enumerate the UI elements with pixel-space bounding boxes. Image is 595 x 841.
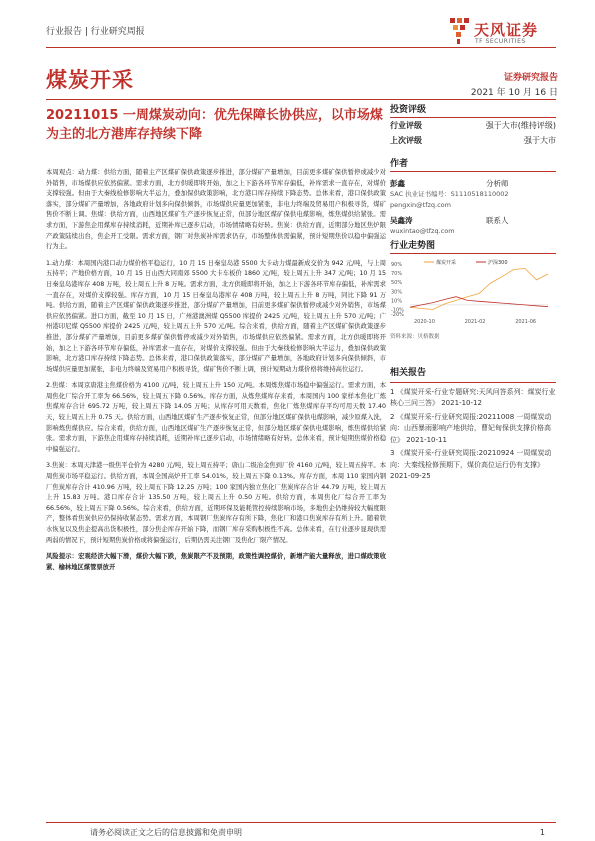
report-title: 20211015 一周煤炭动向：优先保障长协供应，以市场煤为主的北方港库存持续下降 [46,108,383,142]
author-heading: 作者 [390,156,556,172]
report-type: 证券研究报告 [503,73,558,83]
y-tick-label: 10% [391,298,403,305]
author-cert: SAC 执业证书编号：S1110518110002 [390,190,509,198]
legend-label: 煤炭开采 [436,260,457,266]
author-entry [390,215,556,237]
risk-warning: 风险提示：宏观经济大幅下滑，煤价大幅下跌，焦炭限产不及预期，政策性调控煤价，新增产能大量释放，进口煤政策收紧、榆林地区煤管票放开 [46,553,386,571]
report-body [46,168,386,579]
author-name: 彭鑫 [390,179,405,188]
rating-value: 强于大市 [524,136,556,145]
related-report-item[interactable]: 1 《煤炭开采-行业专题研究:天风问答系列：煤炭行业核心三问三答》 2021-10-12 [390,387,556,407]
chart-source: 资料来源：贝格数据 [390,334,440,340]
title-divider [46,99,556,100]
company-logo [448,16,558,50]
y-tick-label: 90% [391,262,403,268]
author-email[interactable]: wuxintao@tfzq.com [390,227,455,235]
y-tick-label: 50% [391,280,403,287]
rating-row [390,118,556,133]
related-report-item[interactable]: 2 《煤炭开采-行业研究周报:20211008 一周煤炭动向：山西暴雨影响产地供给，曹妃甸保供支撑价格高位》 2021-10-11 [390,412,552,444]
author-role: 联系人 [486,216,509,225]
logo-text-cn: 天风证券 [474,21,539,39]
author-role: 分析师 [486,179,509,188]
related-heading: 相关报告 [390,368,556,383]
rating-key: 行业评级 [390,121,422,130]
industry-trend-chart [390,258,556,324]
logo-text-en: TF SECURITIES [475,38,526,45]
footer-divider [46,822,556,823]
y-tick-label: 30% [391,289,403,296]
author-entry [390,178,556,211]
author-name: 吴鑫涛 [390,216,413,225]
series-line [410,297,548,308]
industry-title: 煤炭开采 [46,68,134,92]
y-tick-label: 70% [391,271,403,278]
trend-heading-wrap [390,238,556,254]
page-number: 1 [539,828,545,837]
author-section [390,156,556,237]
related-report-item[interactable]: 3 《煤炭开采-行业研究周报:20210924 一周煤炭动向：大秦线检修预期下，煤价高位运行仍有支撑》 2021-09-25 [390,449,552,480]
legend-label: 沪深300 [488,260,508,266]
y-tick-label: -10% [391,307,404,314]
rating-value: 强于大市(维持评级) [485,121,556,130]
related-reports [390,368,556,485]
footer-disclaimer: 请务必阅读正文之后的信息披露和免责申明 [90,828,242,837]
trend-heading: 行业走势图 [390,238,556,254]
summary-paragraph: 本周观点：动力煤：供给方面，随着主产区煤矿保供政策逐步推进，部分煤矿产量增加，目前更多煤矿保供暂停或减少对外销售，市场煤供应依然偏紧。需求方面，北方供暖即将开始，加之上下游各环节库存偏低，补库需求一直存在，对煤价支撑较强。但由于大秦线检修影响大半运力，叠加保供政策影响，北方港口库存持续下降态势。总体来看，港口保供政策落实，部分煤矿产量增加，各地政府计划多向保供倾斜，市场煤供应量更加紧张，非电力终端及贸易用户积极寻货，煤矿售价不断上调。焦煤：供给方面，山西地区煤矿生产逐步恢复正常，但部分地区煤矿保供电煤影响，炼焦煤供给紧张。需求方面，下游焦企用煤库存持续消耗，近期补库已逐步启动，市场情绪略有好转。焦炭：供给方面，近期部分地区焦炉限产政策陆续出台，焦企开工受限。需求方面，钢厂对焦炭补库需求仍存，市场整体供需偏紧，预计短期焦价以稳中偏强运行为主。 [46,169,386,251]
tf-logo-icon [448,16,472,46]
rating-heading: 投资评级 [390,102,556,118]
x-tick-label: 2021-02 [464,319,486,324]
y-tick-label: -20% [391,312,404,318]
author-email[interactable]: pengxin@tfzq.com [390,201,451,209]
x-tick-label: 2021-06 [515,319,537,324]
rating-row [390,133,556,148]
rating-key: 上次评级 [390,136,422,145]
thermal-coal-paragraph: 1.动力煤：本周国内港口动力煤价格平稳运行，10 月 15 日秦皇岛港 5500 大卡动力煤最新成交价为 942 元/吨，与上周五持平；产地价格方面，10 月 15 日山西大同南郊 5500 大卡车板价 1860 元/吨，较上周五上升 347 元/吨；10 月 15 日秦皇岛港库存 408 万吨，较上周五上升 8 万吨。需求方面，北方供暖即将开始，加之上下游各环节库存偏低，补库需求一直存在，对煤价支撑较强。库存方面，10 月 15 日秦皇岛港库存 408 万吨，较上周五上升 8 万吨，同比下降 91 万吨。供给方面，随着主产区煤矿保供政策逐步推进，部分煤矿产量增加，目前更多煤矿保供暂停或减少对外销售，市场煤供应依然偏紧。进口方面，截至 10 月 15 日，广州港澳洲煤 Q5500 库提价 2425 元/吨，较上周五上升 570 元/吨；广州港印尼煤 Q5500 库提价 2425 元/吨，较上周五上升 570 元/吨。综合来看，供给方面，随着主产区煤矿保供政策逐步推进，部分煤矿产量增加，目前更多煤矿保供暂停或减少对外销售，市场煤供应依然偏紧。需求方面，北方供暖即将开始，加之上下游各环节库存偏低，补库需求一直存在，对煤价支撑较强。但由于大秦线检修影响大半运力，叠加保供政策影响，北方港口库存持续下降态势。总体来看，港口保供政策落实，部分煤矿产量增加，各地政府计划多向保供倾斜，市场煤供应量更加紧张，非电力终端及贸易用户积极寻货，煤矿售价不断上调，预计短期动力煤价格将维持高位运行。 [46,259,386,373]
report-date: 2021 年 10 月 16 日 [470,88,558,98]
header-divider [46,47,556,48]
report-category: 行业报告 | 行业研究周报 [46,27,145,37]
rating-section [390,102,556,148]
x-tick-label: 2020-10 [414,319,435,324]
coke-paragraph: 3.焦炭：本周天津港一级焦平仓价为 4280 元/吨，较上周五持平；唐山二级冶金焦到厂价 4160 元/吨，较上周五持平。本周焦炭市场平稳运行。供给方面，本周全国高炉开工率 54.01%，较上周五下降 0.13%。库存方面，本周 110 家国内钢厂焦炭库存合计 410.96 万吨，较上周五下降 12.25 万吨；100 家国内独立焦化厂焦炭库存合计 44.79 万吨，较上周五上升 15.83 万吨。港口库存合计 135.50 万吨，较上周五上升 0.50 万吨。供给方面，本周焦化厂综合开工率为 66.56%，较上周五下降 0.56%。综合来看，供给方面，近期环保及能耗管控持续影响市场，多地焦企仍维持较大幅度限产，整体看焦炭供应仍保持收紧态势。需求方面，本周钢厂焦炭库存有所下降，焦化厂和港口焦炭库存有所上升。随着铁水恢复以及焦企提高出货积极性，部分焦企库存开始下降，而钢厂库存采购积极性不高。总体来看，在行业逐步显现供需两弱的情况下，预计短期焦炭价格或将偏强运行，后期仍需关注钢厂及焦化厂限产情况。 [46,462,386,544]
coking-coal-paragraph: 2.焦煤：本周京唐港主焦煤价格为 4100 元/吨，较上周五上升 150 元/吨。本周炼焦煤市场稳中偏强运行。需求方面，本周焦化厂综合开工率为 66.56%，较上周五下降 0.56%。库存方面，从炼焦煤库存来看，本周国内 100 家样本焦化厂炼焦煤库存合计 695.72 万吨，较上周五下降 14.05 万吨；从库存可用天数看，焦化厂炼焦煤库存平均可用天数 17.40 天，较上周五上升 0.75 天。供给方面，山西地区煤矿生产逐步恢复正常，但部分地区煤矿保供电煤影响，减少原煤入洗，影响炼焦煤供应。综合来看，供给方面，山西地区煤矿生产逐步恢复正常，但部分地区煤矿保供电煤影响，炼焦煤供给紧张。需求方面，下游焦企用煤库存持续消耗，近期补库已逐步启动，市场情绪略有好转。总体来看，预计短期焦煤价格稳中偏强运行。 [46,382,386,453]
